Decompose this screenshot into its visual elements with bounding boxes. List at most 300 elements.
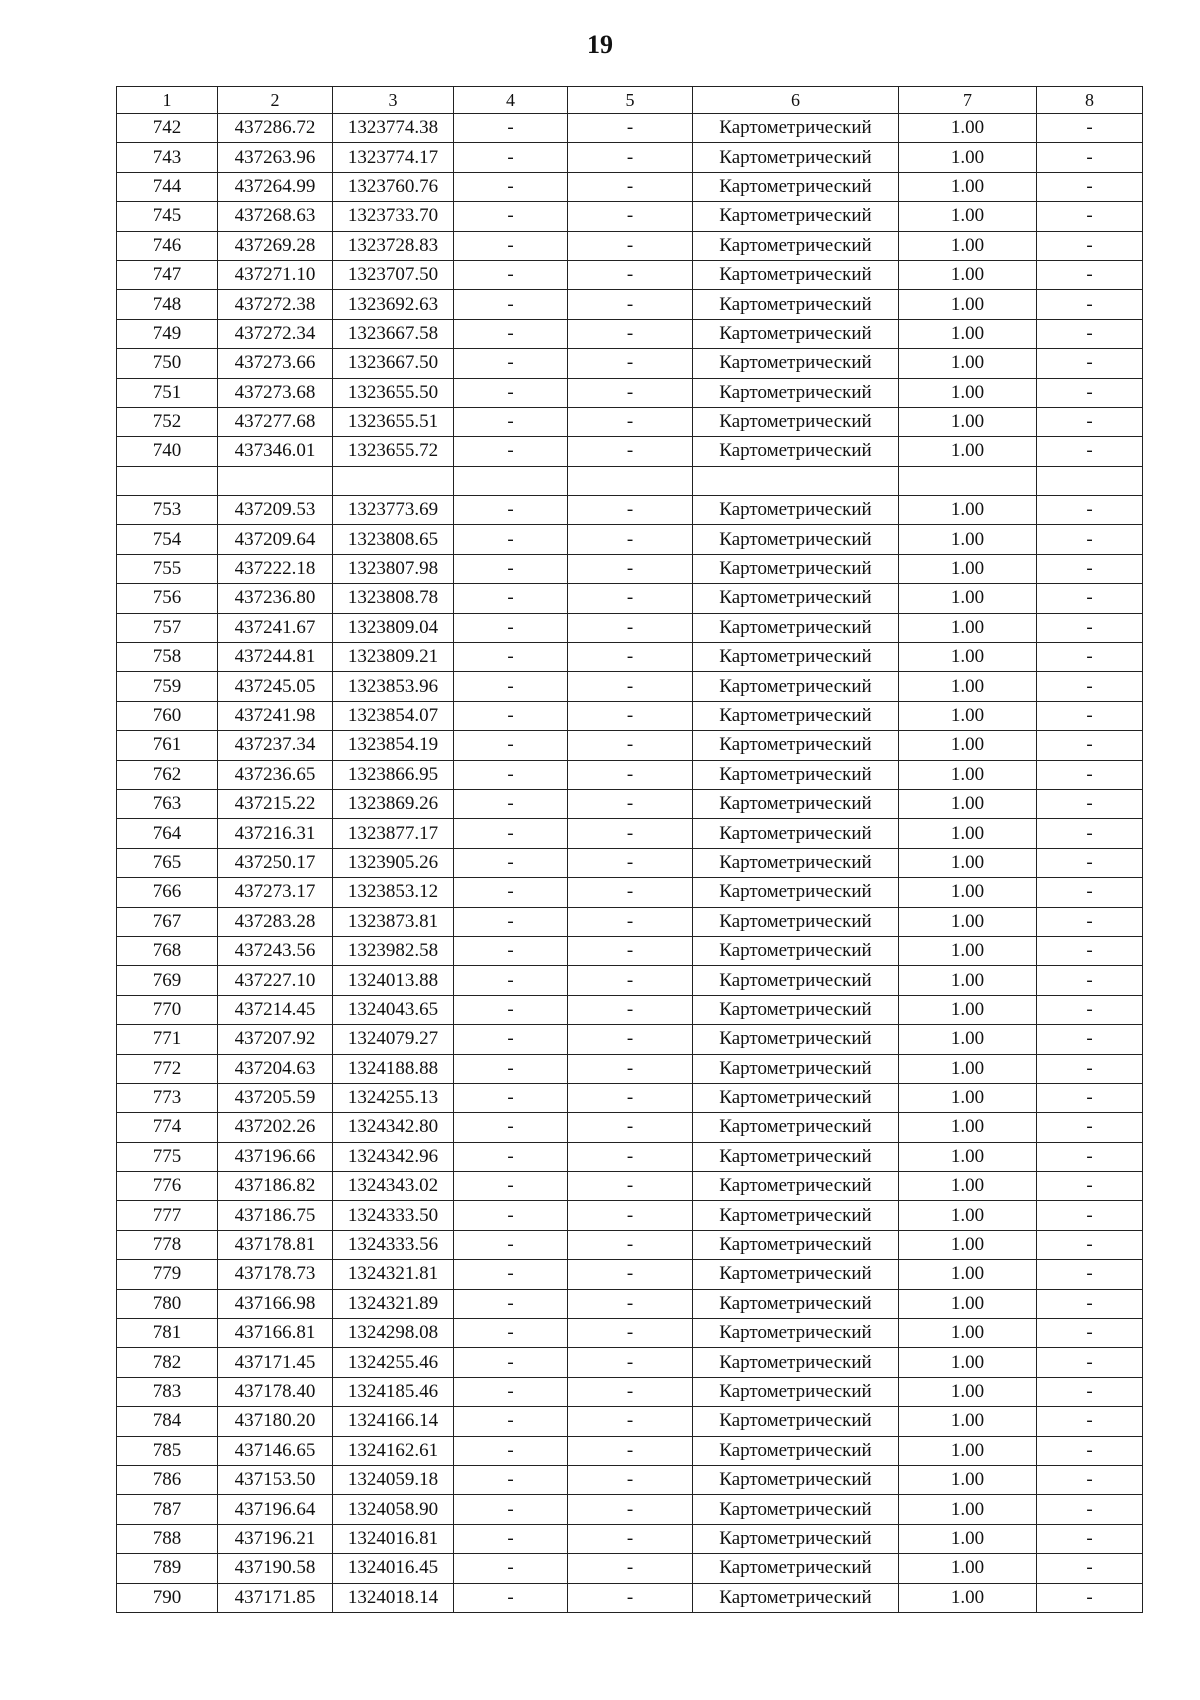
col5-cell: - (568, 202, 693, 231)
column-header: 2 (218, 87, 333, 114)
y-coordinate-cell: 1324058.90 (333, 1495, 454, 1524)
table-row (117, 407, 1143, 436)
col8-cell: - (1037, 290, 1143, 319)
y-coordinate-cell: 1324016.45 (333, 1554, 454, 1583)
x-coordinate-cell: 437215.22 (218, 789, 333, 818)
point-number-cell: 759 (117, 672, 218, 701)
col5-cell (568, 466, 693, 495)
method-cell: Картометрический (693, 202, 899, 231)
x-coordinate-cell: 437178.73 (218, 1260, 333, 1289)
method-cell: Картометрический (693, 1465, 899, 1494)
col5-cell: - (568, 290, 693, 319)
method-cell: Картометрический (693, 260, 899, 289)
point-number-cell: 752 (117, 407, 218, 436)
col4-cell: - (454, 1172, 568, 1201)
col8-cell: - (1037, 202, 1143, 231)
col4-cell: - (454, 1465, 568, 1494)
y-coordinate-cell: 1324343.02 (333, 1172, 454, 1201)
x-coordinate-cell: 437250.17 (218, 848, 333, 877)
y-coordinate-cell: 1323774.38 (333, 114, 454, 143)
col8-cell: - (1037, 1465, 1143, 1494)
col8-cell: - (1037, 525, 1143, 554)
table-row (117, 672, 1143, 701)
accuracy-cell: 1.00 (899, 789, 1037, 818)
point-number-cell: 769 (117, 966, 218, 995)
col5-cell: - (568, 378, 693, 407)
coordinates-table (116, 86, 1143, 1613)
col4-cell: - (454, 349, 568, 378)
col4-cell: - (454, 907, 568, 936)
table-row (117, 143, 1143, 172)
table-row (117, 202, 1143, 231)
x-coordinate-cell: 437178.40 (218, 1377, 333, 1406)
column-header: 7 (899, 87, 1037, 114)
point-number-cell: 777 (117, 1201, 218, 1230)
col8-cell: - (1037, 1025, 1143, 1054)
col8-cell: - (1037, 1289, 1143, 1318)
table-row (117, 1583, 1143, 1612)
table-row (117, 1554, 1143, 1583)
column-header: 1 (117, 87, 218, 114)
col5-cell: - (568, 643, 693, 672)
column-header: 5 (568, 87, 693, 114)
col4-cell: - (454, 819, 568, 848)
table-row (117, 731, 1143, 760)
method-cell: Картометрический (693, 789, 899, 818)
point-number-cell: 761 (117, 731, 218, 760)
col5-cell: - (568, 1113, 693, 1142)
point-number-cell: 781 (117, 1319, 218, 1348)
col8-cell: - (1037, 1083, 1143, 1112)
y-coordinate-cell: 1323667.50 (333, 349, 454, 378)
table-separator-row (117, 466, 1143, 495)
y-coordinate-cell: 1324185.46 (333, 1377, 454, 1406)
point-number-cell: 772 (117, 1054, 218, 1083)
col5-cell: - (568, 819, 693, 848)
accuracy-cell: 1.00 (899, 349, 1037, 378)
col4-cell: - (454, 1025, 568, 1054)
table-row (117, 1495, 1143, 1524)
method-cell: Картометрический (693, 819, 899, 848)
col4-cell: - (454, 1230, 568, 1259)
col5-cell: - (568, 848, 693, 877)
point-number-cell: 765 (117, 848, 218, 877)
table-row (117, 349, 1143, 378)
col5-cell: - (568, 701, 693, 730)
y-coordinate-cell: 1324018.14 (333, 1583, 454, 1612)
col8-cell: - (1037, 114, 1143, 143)
point-number-cell: 754 (117, 525, 218, 554)
x-coordinate-cell: 437166.81 (218, 1319, 333, 1348)
y-coordinate-cell: 1323809.04 (333, 613, 454, 642)
col4-cell: - (454, 1377, 568, 1406)
accuracy-cell: 1.00 (899, 1230, 1037, 1259)
method-cell: Картометрический (693, 378, 899, 407)
col5-cell: - (568, 1054, 693, 1083)
col5-cell: - (568, 1230, 693, 1259)
x-coordinate-cell: 437283.28 (218, 907, 333, 936)
col4-cell: - (454, 290, 568, 319)
x-coordinate-cell: 437241.67 (218, 613, 333, 642)
col5-cell: - (568, 1524, 693, 1553)
accuracy-cell: 1.00 (899, 819, 1037, 848)
accuracy-cell: 1.00 (899, 319, 1037, 348)
x-coordinate-cell: 437207.92 (218, 1025, 333, 1054)
x-coordinate-cell: 437227.10 (218, 966, 333, 995)
accuracy-cell: 1.00 (899, 143, 1037, 172)
col4-cell: - (454, 525, 568, 554)
column-header: 4 (454, 87, 568, 114)
col8-cell (1037, 466, 1143, 495)
col4-cell: - (454, 1054, 568, 1083)
method-cell: Картометрический (693, 1436, 899, 1465)
col8-cell: - (1037, 1348, 1143, 1377)
col5-cell: - (568, 319, 693, 348)
table-row (117, 878, 1143, 907)
col4-cell: - (454, 760, 568, 789)
y-coordinate-cell: 1323854.19 (333, 731, 454, 760)
accuracy-cell: 1.00 (899, 613, 1037, 642)
col4-cell: - (454, 378, 568, 407)
y-coordinate-cell: 1324079.27 (333, 1025, 454, 1054)
x-coordinate-cell: 437277.68 (218, 407, 333, 436)
x-coordinate-cell: 437243.56 (218, 936, 333, 965)
col8-cell: - (1037, 731, 1143, 760)
x-coordinate-cell: 437236.80 (218, 584, 333, 613)
y-coordinate-cell: 1324298.08 (333, 1319, 454, 1348)
accuracy-cell: 1.00 (899, 407, 1037, 436)
point-number-cell: 767 (117, 907, 218, 936)
y-coordinate-cell: 1324188.88 (333, 1054, 454, 1083)
point-number-cell: 779 (117, 1260, 218, 1289)
table-row (117, 378, 1143, 407)
column-header: 6 (693, 87, 899, 114)
col4-cell: - (454, 1348, 568, 1377)
x-coordinate-cell: 437268.63 (218, 202, 333, 231)
col4-cell: - (454, 260, 568, 289)
point-number-cell: 747 (117, 260, 218, 289)
x-coordinate-cell: 437171.85 (218, 1583, 333, 1612)
y-coordinate-cell: 1323853.12 (333, 878, 454, 907)
table-row (117, 554, 1143, 583)
col5-cell: - (568, 789, 693, 818)
accuracy-cell (899, 466, 1037, 495)
accuracy-cell: 1.00 (899, 525, 1037, 554)
x-coordinate-cell: 437245.05 (218, 672, 333, 701)
y-coordinate-cell: 1324321.89 (333, 1289, 454, 1318)
accuracy-cell: 1.00 (899, 114, 1037, 143)
y-coordinate-cell: 1323760.76 (333, 172, 454, 201)
y-coordinate-cell: 1323866.95 (333, 760, 454, 789)
table-row (117, 789, 1143, 818)
y-coordinate-cell: 1323655.50 (333, 378, 454, 407)
x-coordinate-cell: 437244.81 (218, 643, 333, 672)
col8-cell: - (1037, 966, 1143, 995)
accuracy-cell: 1.00 (899, 878, 1037, 907)
y-coordinate-cell (333, 466, 454, 495)
y-coordinate-cell: 1323807.98 (333, 554, 454, 583)
col5-cell: - (568, 613, 693, 642)
accuracy-cell: 1.00 (899, 1348, 1037, 1377)
col5-cell: - (568, 260, 693, 289)
accuracy-cell: 1.00 (899, 172, 1037, 201)
col8-cell: - (1037, 554, 1143, 583)
point-number-cell: 790 (117, 1583, 218, 1612)
y-coordinate-cell: 1323773.69 (333, 496, 454, 525)
method-cell: Картометрический (693, 1319, 899, 1348)
col4-cell: - (454, 231, 568, 260)
accuracy-cell: 1.00 (899, 1495, 1037, 1524)
y-coordinate-cell: 1323655.51 (333, 407, 454, 436)
col5-cell: - (568, 114, 693, 143)
x-coordinate-cell: 437236.65 (218, 760, 333, 789)
x-coordinate-cell: 437216.31 (218, 819, 333, 848)
col8-cell: - (1037, 1260, 1143, 1289)
method-cell: Картометрический (693, 966, 899, 995)
accuracy-cell: 1.00 (899, 1113, 1037, 1142)
col4-cell: - (454, 114, 568, 143)
col5-cell: - (568, 407, 693, 436)
table-row (117, 1436, 1143, 1465)
y-coordinate-cell: 1323869.26 (333, 789, 454, 818)
point-number-cell: 756 (117, 584, 218, 613)
table-row (117, 1407, 1143, 1436)
method-cell: Картометрический (693, 1524, 899, 1553)
y-coordinate-cell: 1324016.81 (333, 1524, 454, 1553)
col5-cell: - (568, 966, 693, 995)
table-row (117, 1289, 1143, 1318)
x-coordinate-cell: 437186.82 (218, 1172, 333, 1201)
col4-cell: - (454, 437, 568, 466)
accuracy-cell: 1.00 (899, 1083, 1037, 1112)
accuracy-cell: 1.00 (899, 1524, 1037, 1553)
y-coordinate-cell: 1323808.78 (333, 584, 454, 613)
col8-cell: - (1037, 143, 1143, 172)
y-coordinate-cell: 1324342.96 (333, 1142, 454, 1171)
point-number-cell: 755 (117, 554, 218, 583)
x-coordinate-cell: 437272.34 (218, 319, 333, 348)
col8-cell: - (1037, 1495, 1143, 1524)
method-cell: Картометрический (693, 1083, 899, 1112)
method-cell: Картометрический (693, 172, 899, 201)
y-coordinate-cell: 1323982.58 (333, 936, 454, 965)
col5-cell: - (568, 995, 693, 1024)
table-row (117, 819, 1143, 848)
x-coordinate-cell: 437346.01 (218, 437, 333, 466)
x-coordinate-cell: 437209.53 (218, 496, 333, 525)
x-coordinate-cell (218, 466, 333, 495)
col5-cell: - (568, 731, 693, 760)
col5-cell: - (568, 1172, 693, 1201)
accuracy-cell: 1.00 (899, 1025, 1037, 1054)
col4-cell: - (454, 613, 568, 642)
accuracy-cell: 1.00 (899, 1377, 1037, 1406)
col8-cell: - (1037, 1436, 1143, 1465)
method-cell (693, 466, 899, 495)
accuracy-cell: 1.00 (899, 907, 1037, 936)
method-cell: Картометрический (693, 231, 899, 260)
col8-cell: - (1037, 407, 1143, 436)
method-cell: Картометрический (693, 731, 899, 760)
y-coordinate-cell: 1324333.50 (333, 1201, 454, 1230)
accuracy-cell: 1.00 (899, 1436, 1037, 1465)
x-coordinate-cell: 437171.45 (218, 1348, 333, 1377)
col8-cell: - (1037, 701, 1143, 730)
point-number-cell: 775 (117, 1142, 218, 1171)
col8-cell: - (1037, 1054, 1143, 1083)
col4-cell: - (454, 1524, 568, 1553)
col8-cell: - (1037, 172, 1143, 201)
x-coordinate-cell: 437222.18 (218, 554, 333, 583)
method-cell: Картометрический (693, 1054, 899, 1083)
x-coordinate-cell: 437273.17 (218, 878, 333, 907)
point-number-cell: 757 (117, 613, 218, 642)
point-number-cell: 780 (117, 1289, 218, 1318)
x-coordinate-cell: 437263.96 (218, 143, 333, 172)
accuracy-cell: 1.00 (899, 584, 1037, 613)
x-coordinate-cell: 437178.81 (218, 1230, 333, 1259)
x-coordinate-cell: 437273.66 (218, 349, 333, 378)
col4-cell: - (454, 1554, 568, 1583)
y-coordinate-cell: 1323707.50 (333, 260, 454, 289)
col8-cell: - (1037, 1230, 1143, 1259)
x-coordinate-cell: 437214.45 (218, 995, 333, 1024)
point-number-cell: 746 (117, 231, 218, 260)
col5-cell: - (568, 936, 693, 965)
col4-cell: - (454, 878, 568, 907)
y-coordinate-cell: 1323774.17 (333, 143, 454, 172)
y-coordinate-cell: 1323692.63 (333, 290, 454, 319)
col8-cell: - (1037, 1583, 1143, 1612)
point-number-cell: 749 (117, 319, 218, 348)
table-row (117, 1524, 1143, 1553)
table-row (117, 1230, 1143, 1259)
col5-cell: - (568, 1465, 693, 1494)
accuracy-cell: 1.00 (899, 1260, 1037, 1289)
method-cell: Картометрический (693, 349, 899, 378)
method-cell: Картометрический (693, 1230, 899, 1259)
col5-cell: - (568, 1201, 693, 1230)
method-cell: Картометрический (693, 760, 899, 789)
x-coordinate-cell: 437205.59 (218, 1083, 333, 1112)
col5-cell: - (568, 1260, 693, 1289)
point-number-cell: 773 (117, 1083, 218, 1112)
col5-cell: - (568, 1407, 693, 1436)
point-number-cell: 771 (117, 1025, 218, 1054)
table-row (117, 1465, 1143, 1494)
col4-cell: - (454, 966, 568, 995)
table-row (117, 907, 1143, 936)
col5-cell: - (568, 1348, 693, 1377)
col8-cell: - (1037, 378, 1143, 407)
col4-cell: - (454, 584, 568, 613)
col8-cell: - (1037, 1524, 1143, 1553)
accuracy-cell: 1.00 (899, 643, 1037, 672)
col4-cell: - (454, 848, 568, 877)
method-cell: Картометрический (693, 1495, 899, 1524)
y-coordinate-cell: 1323667.58 (333, 319, 454, 348)
table-row (117, 114, 1143, 143)
col4-cell: - (454, 143, 568, 172)
col8-cell: - (1037, 1201, 1143, 1230)
col8-cell: - (1037, 643, 1143, 672)
column-header: 8 (1037, 87, 1143, 114)
y-coordinate-cell: 1324255.13 (333, 1083, 454, 1112)
col4-cell: - (454, 643, 568, 672)
x-coordinate-cell: 437272.38 (218, 290, 333, 319)
col8-cell: - (1037, 613, 1143, 642)
x-coordinate-cell: 437186.75 (218, 1201, 333, 1230)
point-number-cell: 786 (117, 1465, 218, 1494)
col5-cell: - (568, 1554, 693, 1583)
method-cell: Картометрический (693, 554, 899, 583)
col8-cell: - (1037, 819, 1143, 848)
accuracy-cell: 1.00 (899, 290, 1037, 319)
table-row (117, 613, 1143, 642)
col8-cell: - (1037, 995, 1143, 1024)
col5-cell: - (568, 349, 693, 378)
table-row (117, 966, 1143, 995)
table-row (117, 1348, 1143, 1377)
y-coordinate-cell: 1323853.96 (333, 672, 454, 701)
y-coordinate-cell: 1324166.14 (333, 1407, 454, 1436)
method-cell: Картометрический (693, 995, 899, 1024)
method-cell: Картометрический (693, 1142, 899, 1171)
col5-cell: - (568, 760, 693, 789)
point-number-cell: 776 (117, 1172, 218, 1201)
accuracy-cell: 1.00 (899, 202, 1037, 231)
accuracy-cell: 1.00 (899, 1407, 1037, 1436)
table-row (117, 936, 1143, 965)
accuracy-cell: 1.00 (899, 1319, 1037, 1348)
y-coordinate-cell: 1324059.18 (333, 1465, 454, 1494)
method-cell: Картометрический (693, 1407, 899, 1436)
point-number-cell: 753 (117, 496, 218, 525)
table-row (117, 1319, 1143, 1348)
x-coordinate-cell: 437273.68 (218, 378, 333, 407)
table-row (117, 995, 1143, 1024)
col5-cell: - (568, 878, 693, 907)
col5-cell: - (568, 907, 693, 936)
x-coordinate-cell: 437196.64 (218, 1495, 333, 1524)
table-row (117, 1054, 1143, 1083)
col8-cell: - (1037, 936, 1143, 965)
table-row (117, 848, 1143, 877)
table-row (117, 496, 1143, 525)
col5-cell: - (568, 1025, 693, 1054)
col4-cell: - (454, 1289, 568, 1318)
col4-cell: - (454, 1319, 568, 1348)
x-coordinate-cell: 437209.64 (218, 525, 333, 554)
col4-cell: - (454, 701, 568, 730)
col8-cell: - (1037, 878, 1143, 907)
col4-cell: - (454, 496, 568, 525)
y-coordinate-cell: 1323873.81 (333, 907, 454, 936)
x-coordinate-cell: 437286.72 (218, 114, 333, 143)
accuracy-cell: 1.00 (899, 672, 1037, 701)
point-number-cell: 762 (117, 760, 218, 789)
y-coordinate-cell: 1323728.83 (333, 231, 454, 260)
x-coordinate-cell: 437241.98 (218, 701, 333, 730)
method-cell: Картометрический (693, 496, 899, 525)
table-row (117, 1377, 1143, 1406)
accuracy-cell: 1.00 (899, 1172, 1037, 1201)
col4-cell: - (454, 1583, 568, 1612)
col5-cell: - (568, 1495, 693, 1524)
col8-cell: - (1037, 584, 1143, 613)
method-cell: Картометрический (693, 407, 899, 436)
accuracy-cell: 1.00 (899, 496, 1037, 525)
